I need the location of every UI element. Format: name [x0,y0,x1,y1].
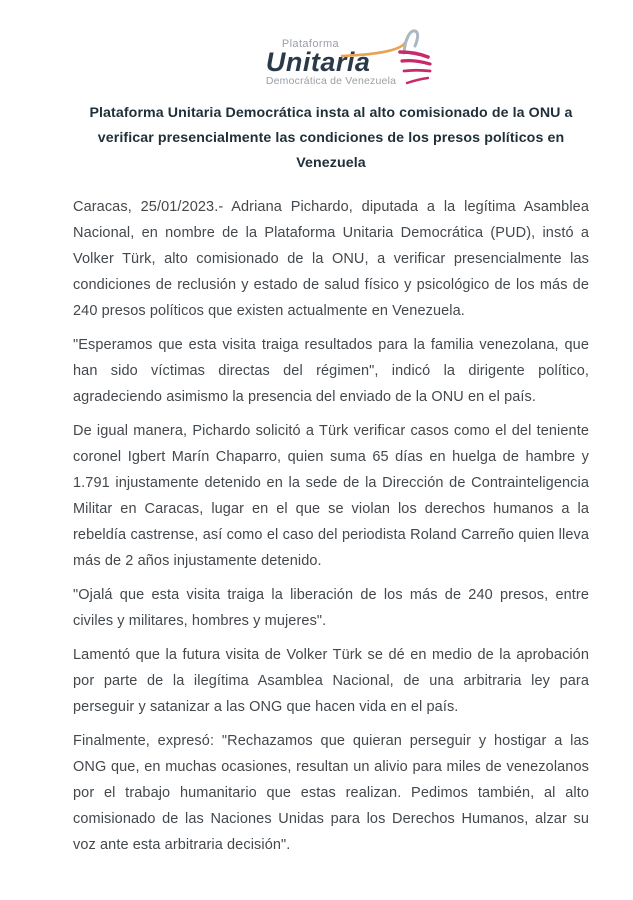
logo-wordmark: Unitaria [265,47,371,77]
logo [73,38,589,89]
paragraph-cases: De igual manera, Pichardo solicitó a Türk verificar casos como el del teniente coronel Igbert Marín Chaparro, quien suma 65 días en huelga de hambre y 1.791 injustamente detenido en la sede de la Dirección de Contrainteligencia Militar en Caracas, lugar en el que se violan los derechos humanos a la rebeldía castrense, así como el caso del periodista Roland Carreño quien lleva más de 2 años injustamente detenido. [73,423,589,569]
logo-subtitle: Democrática de Venezuela [265,75,397,87]
logo-pretitle: Plataforma [281,38,340,50]
logo-lockup [266,38,396,88]
headline: Plataforma Unitaria Democrática insta al alto comisionado de la ONU a verificar presencialmente las condiciones de los presos políticos en Venezuela [89,105,573,171]
paragraph-quote-1: "Esperamos que esta visita traiga resultados para la familia venezolana, que han sido víctimas directas del régimen", indicó la dirigente político, agradeciendo asimismo la presencia del enviado de la ONU en el país. [73,337,589,405]
paragraph-closing: Finalmente, expresó: "Rechazamos que quieran perseguir y hostigar a las ONG que, en muchas ocasiones, resultan un alivio para miles de venezolanos por el trabajo humanitario que estas realizan. Pedimos también, al alto comisionado de las Naciones Unidas para los Derechos Humanos, alzar su voz ante esta arbitraria decisión". [73,733,589,853]
article-body [73,194,589,858]
paragraph-lament: Lamentó que la futura visita de Volker Türk se dé en medio de la aprobación por parte de la ilegítima Asamblea Nacional, de una arbitraria ley para perseguir y satanizar a las ONG que hacen vida en el país. [73,647,589,715]
paragraph-quote-2: "Ojalá que esta visita traiga la liberación de los más de 240 presos, entre civiles y militares, hombres y mujeres". [73,587,589,629]
paragraph-dateline: Caracas, 25/01/2023.- Adriana Pichardo, diputada a la legítima Asamblea Nacional, en nombre de la Plataforma Unitaria Democrática (PUD), instó a Volker Türk, alto comisionado de la ONU, a verificar presencialmente las condiciones de reclusión y estado de salud físico y psicológico de los más de 240 presos políticos que existen actualmente en Venezuela. [73,199,589,319]
